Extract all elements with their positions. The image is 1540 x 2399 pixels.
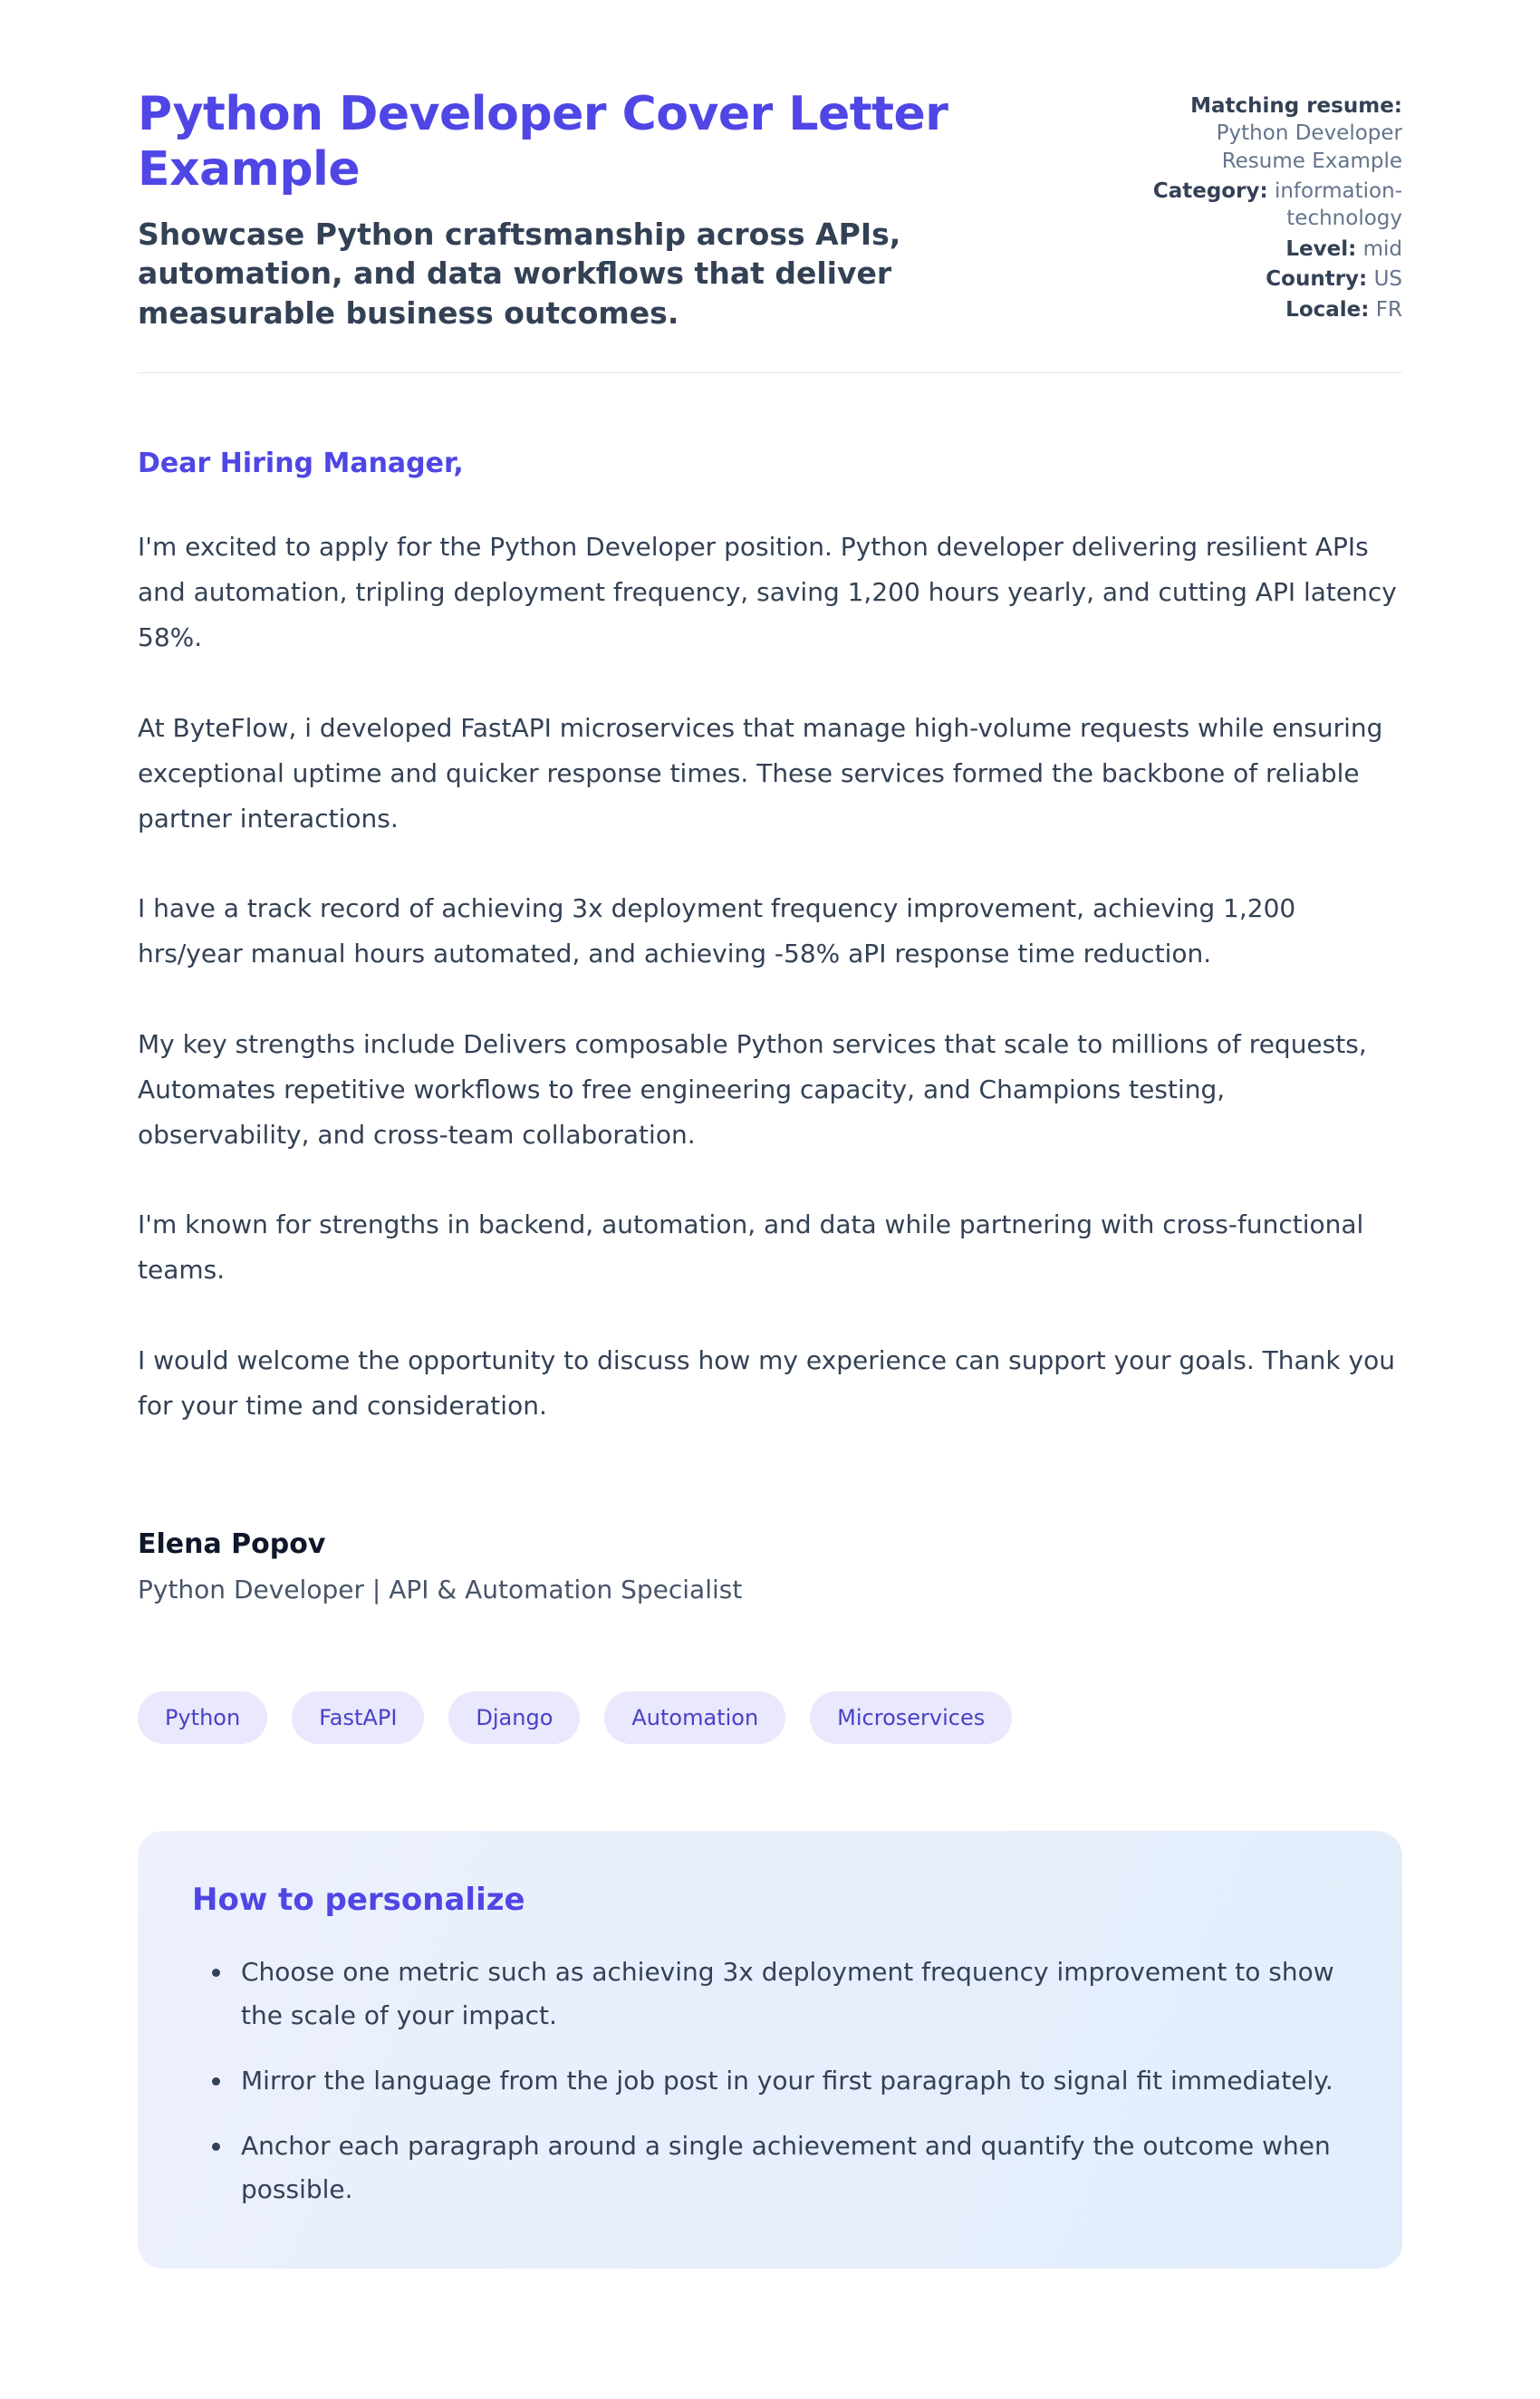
meta-value: US [1373, 267, 1402, 292]
letter-paragraph-1: I'm excited to apply for the Python Developer position. Python developer delivering resilient APIs and automation, tripling deployment frequency, saving 1,200 hours yearly, and cutting API latency 58%. [138, 532, 1397, 653]
personalize-item-3: • Anchor each paragraph around a single achievement and quantify the outcome when possible. [234, 2124, 1348, 2211]
signature-title: Python Developer | API & Automation Specialist [138, 1574, 743, 1604]
signature-name: Elena Popov [138, 1527, 326, 1560]
meta-panel [1131, 87, 1402, 326]
divider [138, 372, 1402, 373]
personalize-item-2: • Mirror the language from the job post in your first paragraph to signal fit immediately. [234, 2059, 1348, 2103]
meta-label: Locale: [1285, 297, 1370, 322]
letter-paragraph-2: At ByteFlow, i developed FastAPI microservices that manage high-volume requests while ensuring exceptional uptime and quicker response times. These services formed the backbone of reliable partner interactions. [138, 712, 1383, 833]
meta-label: Country: [1266, 267, 1368, 292]
personalize-list [192, 1951, 1348, 2212]
meta-row-country [1131, 265, 1402, 293]
page-subtitle: Showcase Python craftsmanship across APIs, automation, and data workflows that deliver measurable business outcomes. [138, 216, 901, 331]
meta-value: information-technology [1274, 179, 1402, 231]
salutation: Dear Hiring Manager, [138, 448, 464, 480]
header-left [138, 87, 1007, 332]
skill-tags [138, 1691, 1402, 1744]
meta-row-matching-resume [1131, 92, 1402, 175]
letter-paragraph-5: I'm known for strengths in backend, automation, and data while partnering with cross-functional teams. [138, 1209, 1364, 1286]
meta-value: mid [1362, 236, 1402, 261]
meta-label: Matching resume: [1190, 94, 1402, 118]
meta-value: FR [1375, 297, 1402, 322]
meta-label: Level: [1285, 236, 1357, 261]
letter-paragraph-6: I would welcome the opportunity to discuss how my experience can support your goals. Thank you for your time and consideration. [138, 1345, 1395, 1421]
personalize-item-1: • Choose one metric such as achieving 3x deployment frequency improvement to show the scale of your impact. [234, 1951, 1348, 2038]
meta-row-locale [1131, 296, 1402, 323]
header [138, 87, 1402, 332]
personalize-card [138, 1831, 1402, 2269]
meta-row-category [1131, 178, 1402, 233]
meta-row-level [1131, 236, 1402, 263]
letter-paragraph-3: I have a track record of achieving 3x deployment frequency improvement, achieving 1,200 hrs/year manual hours automated, and achieving -58% aPI response time reduction. [138, 893, 1296, 969]
page-title: Python Developer Cover Letter Example [138, 87, 948, 198]
meta-value: Python Developer Resume Example [1216, 121, 1402, 173]
meta-label: Category: [1152, 179, 1268, 204]
letter-body [138, 448, 1402, 2268]
tag-automation: Automation [604, 1691, 785, 1744]
personalize-title: How to personalize [192, 1881, 525, 1918]
tag-microservices: Microservices [810, 1691, 1012, 1744]
tag-python: Python [138, 1691, 267, 1744]
letter-paragraph-4: My key strengths include Delivers composable Python services that scale to millions of requests, Automates repetitive workflows to free engineering capacity, and Champions testing, observability, and cross-team collaboration. [138, 1028, 1367, 1150]
signature-block [138, 1528, 1402, 1604]
tag-fastapi: FastAPI [292, 1691, 424, 1744]
tag-django: Django [448, 1691, 580, 1744]
